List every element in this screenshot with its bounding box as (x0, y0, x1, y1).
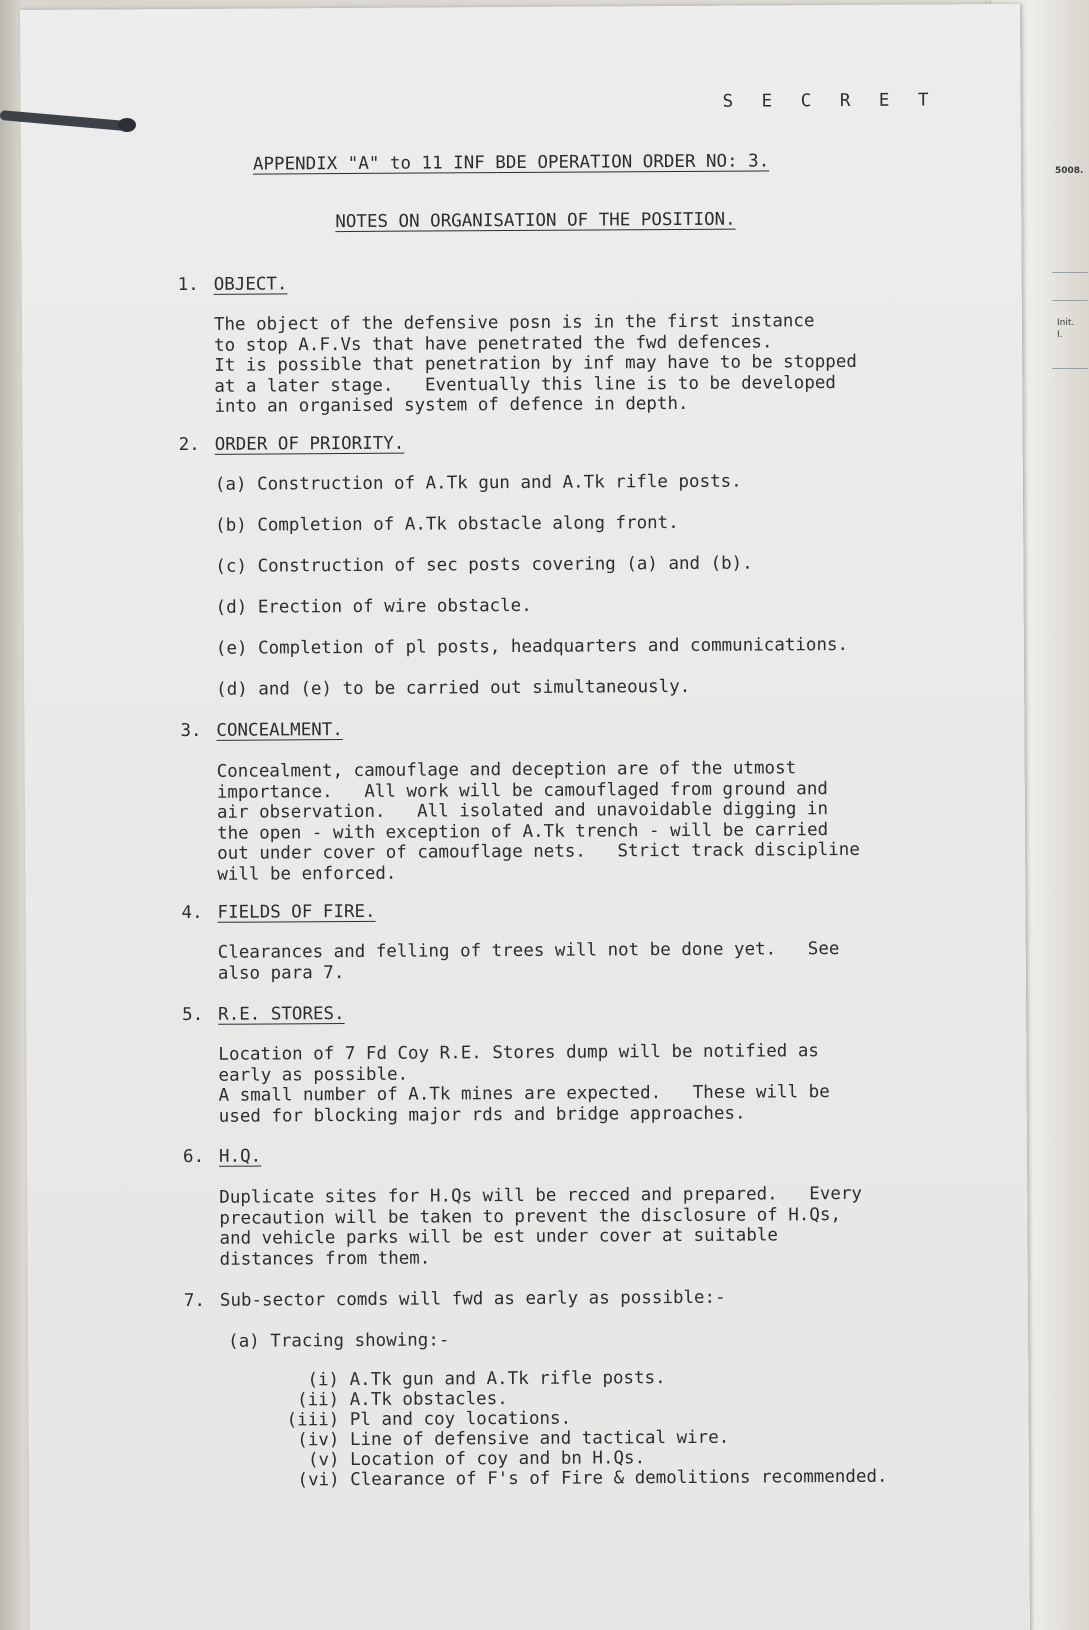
tracing-item: (vi) Clearance of F's of Fire & demolitions recommended. (286, 1466, 888, 1491)
priority-item-e: (e) Completion of pl posts, headquarters and communications. (215, 634, 849, 659)
section-5-body: Location of 7 Fd Coy R.E. Stores dump will be notified as early as possible. A small number of A.Tk mines are expected. These will be used for blocking major rds and bridge approaches. (218, 1041, 830, 1127)
binding-string-knot (118, 118, 136, 132)
priority-item-a: (a) Construction of A.Tk gun and A.Tk rifle posts. (214, 471, 742, 495)
tracing-item: (iii) Pl and coy locations. (286, 1408, 572, 1431)
priority-item-c: (c) Construction of sec posts covering (a) and (b). (215, 553, 753, 577)
document-subtitle: NOTES ON ORGANISATION OF THE POSITION. (335, 209, 736, 233)
section-7-heading: Sub-sector comds will fwd as early as possible:- (219, 1287, 726, 1311)
section-3-body: Concealment, camouflage and deception are of the utmost importance. All work will be camouflaged from ground and air observation. All isolated and unavoidable digging in the open - with exception of A.Tk trench - will be carried out under cover of camouflage nets. Strict track discipline will be enforced. (216, 758, 860, 885)
section-7-number: 7. (183, 1290, 206, 1312)
tracing-item: (iv) Line of defensive and tactical wire. (286, 1427, 730, 1451)
section-3-number: 3. (180, 720, 202, 742)
section-1-heading: OBJECT. (213, 274, 288, 295)
section-4-number: 4. (181, 902, 203, 924)
section-6-number: 6. (182, 1146, 205, 1168)
section-6-body: Duplicate sites for H.Qs will be recced and prepared. Every precaution will be taken to prevent the disclosure of H.Qs, and vehicle parks will be est under cover at suitable distances from them. (219, 1183, 863, 1270)
priority-item-b: (b) Completion of A.Tk obstacle along front. (215, 512, 679, 536)
typed-document-page (20, 4, 1030, 1630)
margin-rule (1052, 368, 1088, 369)
section-7-sub: (a) Tracing showing:- (228, 1330, 450, 1352)
section-1-body: The object of the defensive posn is in the first instance to stop A.F.Vs that have penetrated the fwd defences. It is possible that penetration by inf may have to be stopped at a later stage. Eventually this line is to be developed into an organised system of defence in depth. (213, 311, 857, 417)
margin-rule (1052, 300, 1088, 301)
section-2-number: 2. (178, 434, 200, 456)
margin-initial-line2: I. (1057, 330, 1063, 340)
section-1-number: 1. (177, 274, 199, 296)
margin-initial: Init. (1057, 318, 1075, 328)
section-4-body: Clearances and felling of trees will not be done yet. See also para 7. (217, 939, 840, 984)
tracing-item: (i) A.Tk gun and A.Tk rifle posts. (286, 1368, 666, 1391)
security-marking: S E C R E T (722, 90, 938, 112)
tracing-item: (ii) A.Tk obstacles. (286, 1389, 508, 1411)
margin-rule (1052, 272, 1088, 273)
priority-item-d: (d) Erection of wire obstacle. (215, 595, 532, 618)
section-2-heading: ORDER OF PRIORITY. (214, 433, 405, 455)
document-title: APPENDIX "A" to 11 INF BDE OPERATION ORDER NO: 3. (252, 151, 770, 175)
section-4-heading: FIELDS OF FIRE. (217, 901, 376, 923)
priority-note: (d) and (e) to be carried out simultaneously. (216, 676, 691, 700)
folio-number: 5008. (1055, 166, 1084, 176)
tracing-item: (v) Location of coy and bn H.Qs. (286, 1448, 646, 1471)
section-3-heading: CONCEALMENT. (216, 720, 343, 741)
section-5-number: 5. (182, 1004, 204, 1026)
section-5-heading: R.E. STORES. (218, 1004, 345, 1025)
section-6-heading: H.Q. (218, 1146, 262, 1167)
